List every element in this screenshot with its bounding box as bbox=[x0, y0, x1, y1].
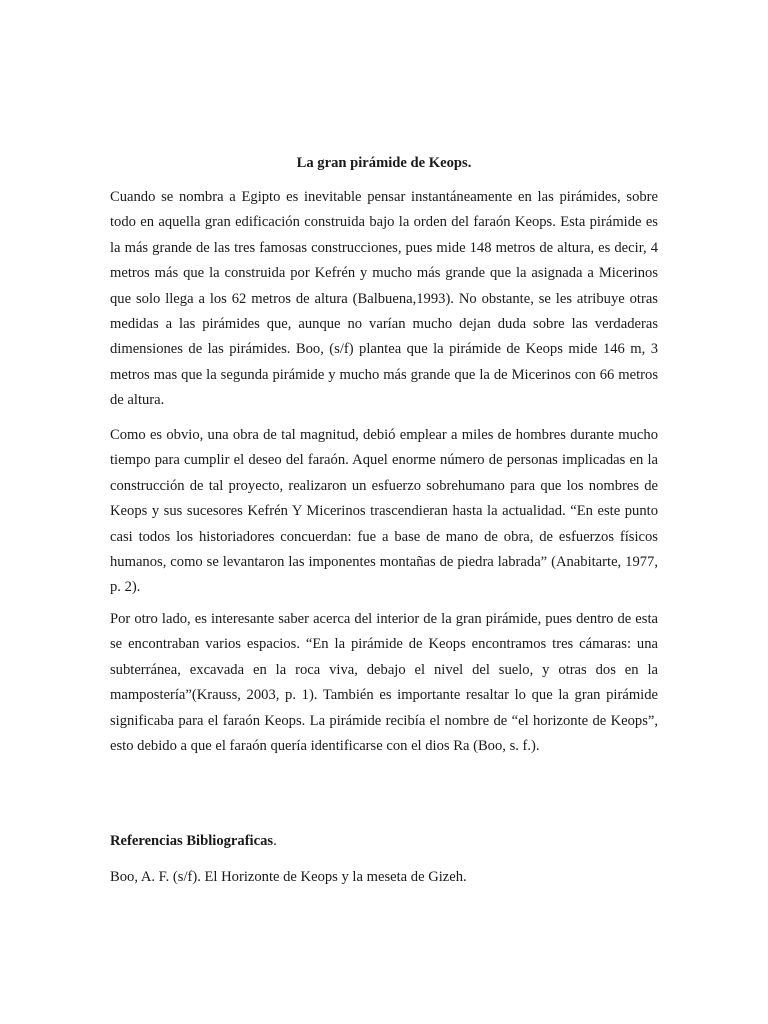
references-heading-period: . bbox=[273, 833, 277, 849]
references-heading bbox=[110, 830, 277, 852]
document-title: La gran pirámide de Keops. bbox=[296, 155, 472, 171]
body-paragraph-1: Cuando se nombra a Egipto es inevitable pensar instantáneamente en las pirámides, sobre todo en aquella gran edificación construida bajo la orden del faraón Keops. Esta pirámide es la más grande de las tres famosas construcciones, pues mide 148 metros de altura, es decir, 4 metros más que la construida por Kefrén y mucho más grande que la asignada a Micerinos que solo llega a los 62 metros de altura (Balbuena,1993). No obstante, se les atribuye otras medidas a las pirámides que, aunque no varían mucho dejan duda sobre las verdaderas dimensiones de las pirámides. Boo, (s/f) plantea que la pirámide de Keops mide 146 m, 3 metros mas que la segunda pirámide y mucho más grande que la de Micerinos con 66 metros de altura. bbox=[110, 189, 658, 409]
body-paragraph-3: Por otro lado, es interesante saber acerca del interior de la gran pirámide, pues dentro de esta se encontraban varios espacios. “En la pirámide de Keops encontramos tres cámaras: una subterránea, excavada en la roca viva, debajo el nivel del suelo, y otras dos en la mampostería”(Krauss, 2003, p. 1). También es importante resaltar lo que la gran pirámide significaba para el faraón Keops. La pirámide recibía el nombre de “el horizonte de Keops”, esto debido a que el faraón quería identificarse con el dios Ra (Boo, s. f.). bbox=[110, 611, 658, 755]
reference-item-1: Boo, A. F. (s/f). El Horizonte de Keops y la meseta de Gizeh. bbox=[110, 869, 467, 885]
references-heading-text: Referencias Bibliograficas bbox=[110, 833, 274, 849]
body-paragraph-2: Como es obvio, una obra de tal magnitud, debió emplear a miles de hombres durante mucho tiempo para cumplir el deseo del faraón. Aquel enorme número de personas implicadas en la construcción de tal proyecto, realizaron un esfuerzo sobrehumano para que los nombres de Keops y sus sucesores Kefrén Y Micerinos trascendieran hasta la actualidad. “En este punto casi todos los historiadores concuerdan: fue a base de mano de obra, de esfuerzos físicos humanos, como se levantaron las imponentes montañas de piedra labrada” (Anabitarte, 1977, p. 2). bbox=[110, 427, 658, 596]
